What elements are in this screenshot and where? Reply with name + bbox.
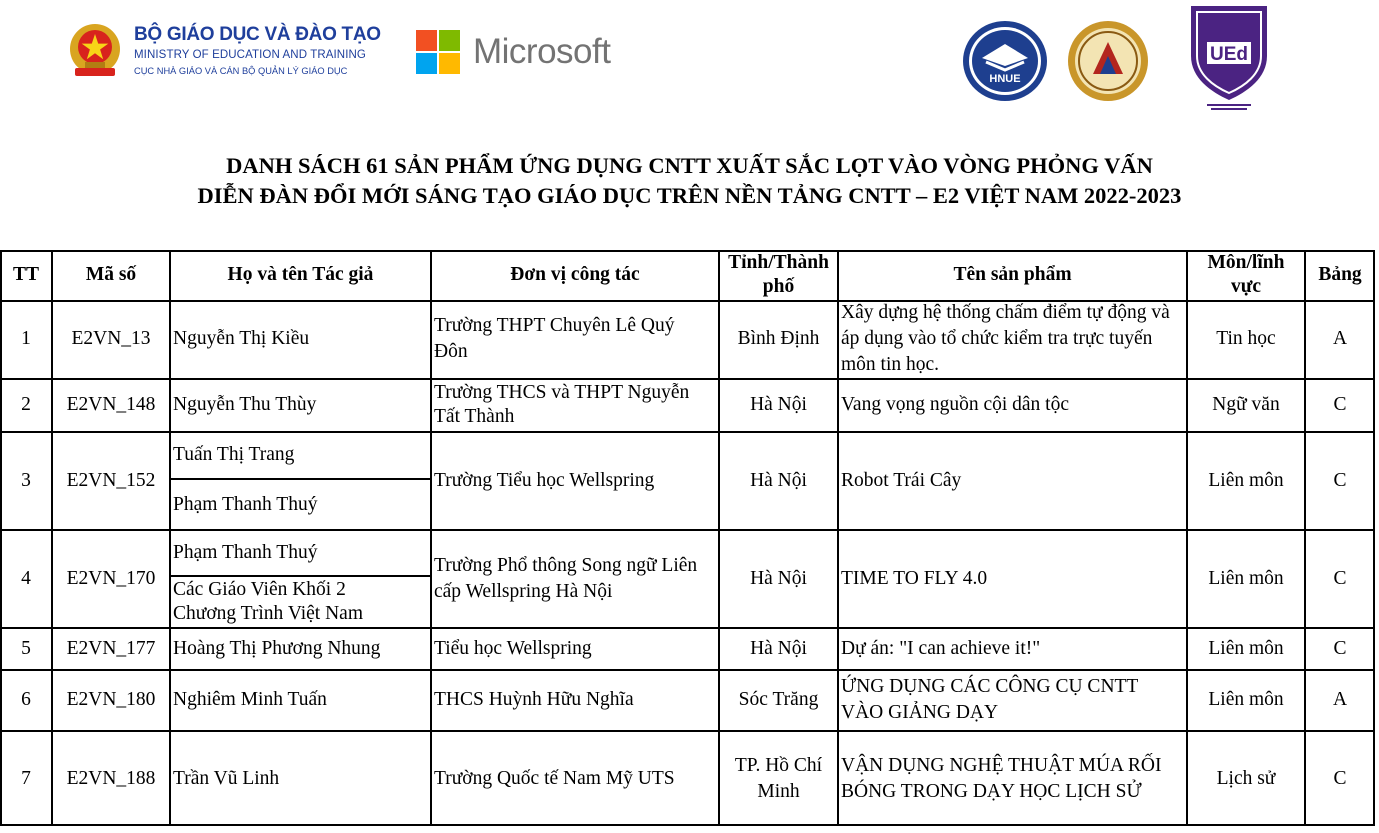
moet-subtitle-dept: CỤC NHÀ GIÁO VÀ CÁN BỘ QUẢN LÝ GIÁO DỤC <box>134 66 348 76</box>
grid-line <box>170 478 431 480</box>
title-line-2: DIỄN ĐÀN ĐỔI MỚI SÁNG TẠO GIÁO DỤC TRÊN NỀN TẢNG CNTT – E2 VIỆT NAM 2022-2023 <box>197 183 1182 208</box>
grid-line <box>0 378 1375 380</box>
row-1-tinh: Bình Định <box>737 328 820 349</box>
row-2-tinh: Hà Nội <box>750 393 807 415</box>
grid-line <box>0 300 1375 302</box>
row-2-ma-so: E2VN_148 <box>66 393 156 415</box>
row-6-tt: 6 <box>21 689 31 710</box>
header-tac-gia: Họ và tên Tác giả <box>227 264 374 285</box>
row-1-tt: 1 <box>21 328 31 349</box>
row-7-bang: C <box>1333 767 1347 789</box>
row-3-ma-so: E2VN_152 <box>66 469 156 491</box>
grid-line <box>170 575 431 577</box>
microsoft-wordmark: Microsoft <box>473 32 611 71</box>
grid-line <box>1304 250 1306 826</box>
row-2-tt: 2 <box>21 393 31 415</box>
row-1-bang: A <box>1332 328 1348 349</box>
row-2-author: Nguyễn Thu Thùy <box>173 393 317 415</box>
row-2-san-pham: Vang vọng nguồn cội dân tộc <box>841 393 1070 415</box>
header-tt: TT <box>12 264 39 285</box>
header-ma-so: Mã số <box>85 264 137 285</box>
grid-line <box>1373 250 1375 826</box>
microsoft-squares-icon <box>416 30 460 74</box>
row-6-tinh: Sóc Trăng <box>738 689 819 710</box>
row-5-san-pham: Dự án: "I can achieve it!" <box>841 637 1041 659</box>
grid-line <box>0 669 1375 671</box>
row-3-author-1: Tuấn Thị Trang <box>173 444 295 465</box>
row-7-don-vi: Trường Quốc tế Nam Mỹ UTS <box>434 767 675 789</box>
row-7-tt: 7 <box>21 767 31 789</box>
row-5-bang: C <box>1333 637 1347 659</box>
row-2-don-vi: Trường THCS và THPT Nguyễn Tất Thành <box>434 381 690 427</box>
row-1-ma-so: E2VN_13 <box>71 328 151 349</box>
row-6-author: Nghiêm Minh Tuấn <box>173 689 327 710</box>
row-4-mon: Liên môn <box>1208 568 1284 589</box>
vietnam-national-emblem-icon <box>66 22 124 80</box>
header-don-vi: Đơn vị công tác <box>510 264 640 285</box>
row-3-tt: 3 <box>21 469 31 491</box>
grid-line <box>0 627 1375 629</box>
grid-line <box>0 529 1375 531</box>
row-3-mon: Liên môn <box>1208 469 1284 491</box>
row-2-mon: Ngữ văn <box>1212 393 1280 415</box>
grid-line <box>0 730 1375 732</box>
header-mon: Môn/lĩnh vực <box>1207 252 1285 297</box>
moet-logo <box>66 22 381 80</box>
row-1-author: Nguyễn Thị Kiều <box>173 328 310 349</box>
row-7-san-pham: VẬN DỤNG NGHỆ THUẬT MÚA RỐI BÓNG TRONG DẠY HỌC LỊCH SỬ <box>841 754 1162 802</box>
grid-line <box>430 250 432 826</box>
row-5-ma-so: E2VN_177 <box>66 637 156 659</box>
row-4-author-2: Các Giáo Viên Khối 2 Chương Trình Việt Nam <box>173 579 364 624</box>
row-3-bang: C <box>1333 469 1347 491</box>
results-table <box>0 250 1375 826</box>
row-3-author-2: Phạm Thanh Thuý <box>173 493 318 515</box>
row-3-don-vi: Trường Tiểu học Wellspring <box>434 469 655 491</box>
hnue-logo-icon <box>962 20 1048 102</box>
header-san-pham: Tên sản phẩm <box>953 264 1072 285</box>
row-4-don-vi: Trường Phổ thông Song ngữ Liên cấp Wellspring Hà Nội <box>434 555 698 602</box>
grid-line <box>51 250 53 826</box>
row-3-tinh: Hà Nội <box>750 469 807 491</box>
row-5-author: Hoàng Thị Phương Nhung <box>173 637 381 659</box>
row-3-san-pham: Robot Trái Cây <box>841 469 962 491</box>
row-6-san-pham: ỨNG DỤNG CÁC CÔNG CỤ CNTT VÀO GIẢNG DẠY <box>841 676 1138 723</box>
microsoft-logo <box>416 30 610 74</box>
row-5-tinh: Hà Nội <box>750 637 807 659</box>
grid-line <box>0 824 1375 826</box>
moet-subtitle-en: MINISTRY OF EDUCATION AND TRAINING <box>134 49 366 61</box>
row-5-don-vi: Tiểu học Wellspring <box>434 637 592 659</box>
header-bang: Bảng <box>1318 264 1362 285</box>
row-7-tinh: TP. Hồ Chí Minh <box>734 754 823 802</box>
grid-line <box>718 250 720 826</box>
row-2-bang: C <box>1333 393 1347 415</box>
grid-line <box>1186 250 1188 826</box>
row-7-ma-so: E2VN_188 <box>66 767 156 789</box>
row-6-ma-so: E2VN_180 <box>66 689 156 710</box>
ued-label: UEd <box>1210 44 1248 65</box>
row-4-author-1: Phạm Thanh Thuý <box>173 542 318 563</box>
row-7-author: Trần Vũ Linh <box>173 767 280 789</box>
row-1-san-pham: Xây dựng hệ thống chấm điểm tự động và áp dụng vào tổ chức kiểm tra trực tuyến môn tin học. <box>841 302 1170 375</box>
row-7-mon: Lịch sử <box>1216 767 1276 789</box>
ued-logo-icon <box>1185 4 1273 112</box>
header-logos <box>0 0 1379 130</box>
row-5-tt: 5 <box>21 637 31 659</box>
row-1-don-vi: Trường THPT Chuyên Lê Quý Đôn <box>434 315 675 362</box>
row-4-tt: 4 <box>21 568 31 589</box>
university-seal-icon <box>1067 20 1149 102</box>
row-6-don-vi: THCS Huỳnh Hữu Nghĩa <box>434 689 634 710</box>
moet-title: BỘ GIÁO DỤC VÀ ĐÀO TẠO <box>134 24 381 45</box>
grid-line <box>0 250 1375 252</box>
title-line-1: DANH SÁCH 61 SẢN PHẨM ỨNG DỤNG CNTT XUẤT SẮC LỌT VÀO VÒNG PHỎNG VẤN <box>226 153 1153 178</box>
row-6-mon: Liên môn <box>1208 689 1284 710</box>
row-5-mon: Liên môn <box>1208 637 1284 659</box>
row-4-ma-so: E2VN_170 <box>66 568 156 589</box>
row-6-bang: A <box>1332 689 1348 710</box>
grid-line <box>837 250 839 826</box>
row-4-san-pham: TIME TO FLY 4.0 <box>841 568 988 589</box>
row-4-bang: C <box>1333 568 1347 589</box>
grid-line <box>0 431 1375 433</box>
grid-line <box>169 250 171 826</box>
row-1-mon: Tin học <box>1216 328 1276 349</box>
grid-line <box>0 250 2 826</box>
header-tinh: Tỉnh/Thành phố <box>728 252 829 297</box>
document-title <box>0 151 1379 211</box>
hnue-label: HNUE <box>989 73 1021 85</box>
row-4-tinh: Hà Nội <box>750 568 807 589</box>
